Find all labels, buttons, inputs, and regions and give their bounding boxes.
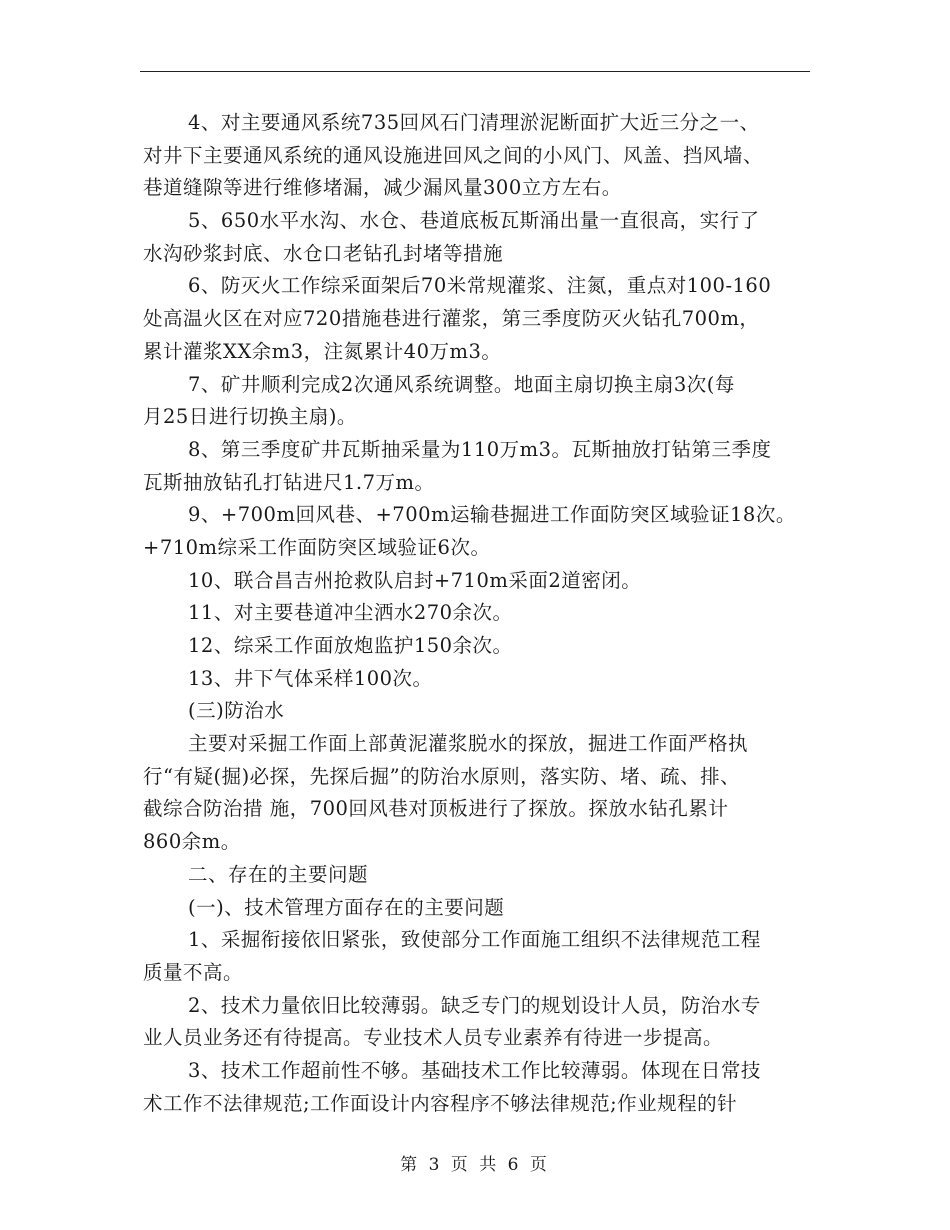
text-line: 11、对主要巷道冲尘洒水270余次。 (188, 601, 513, 625)
text-line: 月25日进行切换主扇)。 (143, 405, 357, 429)
text-line: 2、技术力量依旧比较薄弱。缺乏专门的规划设计人员，防治水专 (188, 993, 761, 1017)
text-line: 对井下主要通风系统的通风设施进回风之间的小风门、风盖、挡风墙、 (143, 143, 764, 167)
text-line: 3、技术工作超前性不够。基础技术工作比较薄弱。体现在日常技 (188, 1058, 761, 1082)
text-line: 5、650水平水沟、水仓、巷道底板瓦斯涌出量一直很高，实行了 (188, 209, 760, 233)
text-line: 累计灌浆XX余m3，注氮累计40万m3。 (143, 339, 502, 363)
text-line: 截综合防治措 施，700回风巷对顶板进行了探放。探放水钻孔累计 (143, 797, 729, 821)
text-line: 6、防灭火工作综采面架后70米常规灌浆、注氮，重点对100-160 (188, 274, 772, 298)
text-line: 水沟砂浆封底、水仓口老钻孔封堵等措施 (143, 241, 504, 265)
text-line: 巷道缝隙等进行维修堵漏，减少漏风量300立方左右。 (143, 176, 622, 200)
text-line: 9、+700m回风巷、+700m运输巷掘进工作面防突区域验证18次。 (188, 503, 796, 527)
text-line: 4、对主要通风系统735回风石门清理淤泥断面扩大近三分之一、 (188, 111, 760, 134)
text-line: 10、联合昌吉州抢救队启封+710m采面2道密闭。 (188, 568, 642, 592)
text-line: 行“有疑(掘)必探，先探后掘”的防治水原则，落实防、堵、疏、排、 (143, 764, 741, 788)
text-line: 术工作不法律规范;工作面设计内容程序不够法律规范;作业规程的针 (143, 1091, 738, 1115)
text-line: 瓦斯抽放钻孔打钻进尺1.7万m。 (143, 470, 435, 494)
header-rule (140, 71, 810, 72)
text-line: (一)、技术管理方面存在的主要问题 (188, 895, 505, 919)
page-footer: 第 3 页 共 6 页 (400, 1155, 550, 1175)
text-line: 业人员业务还有待提高。专业技术人员专业素养有待进一步提高。 (143, 1026, 724, 1050)
text-line: 二、存在的主要问题 (188, 862, 369, 886)
text-line: 1、采掘衔接依旧紧张，致使部分工作面施工组织不法律规范工程 (188, 928, 761, 952)
text-line: 处高温火区在对应720措施巷进行灌浆，第三季度防灭火钻孔700m， (143, 307, 760, 331)
text-line: (三)防治水 (188, 699, 285, 723)
text-line: 12、综采工作面放炮监护150余次。 (188, 634, 513, 657)
text-line: 8、第三季度矿井瓦斯抽采量为110万m3。瓦斯抽放打钻第三季度 (188, 437, 772, 461)
text-line: 7、矿井顺利完成2次通风系统调整。地面主扇切换主扇3次(每 (188, 372, 735, 396)
text-line: 主要对采掘工作面上部黄泥灌浆脱水的探放，掘进工作面严格执 (188, 732, 749, 756)
text-line: 质量不高。 (143, 960, 244, 984)
document-body (143, 107, 811, 1120)
text-line: +710m综采工作面防突区域验证6次。 (143, 535, 491, 559)
text-line: 860余m。 (143, 830, 241, 854)
text-line: 13、井下气体采样100次。 (188, 666, 433, 690)
